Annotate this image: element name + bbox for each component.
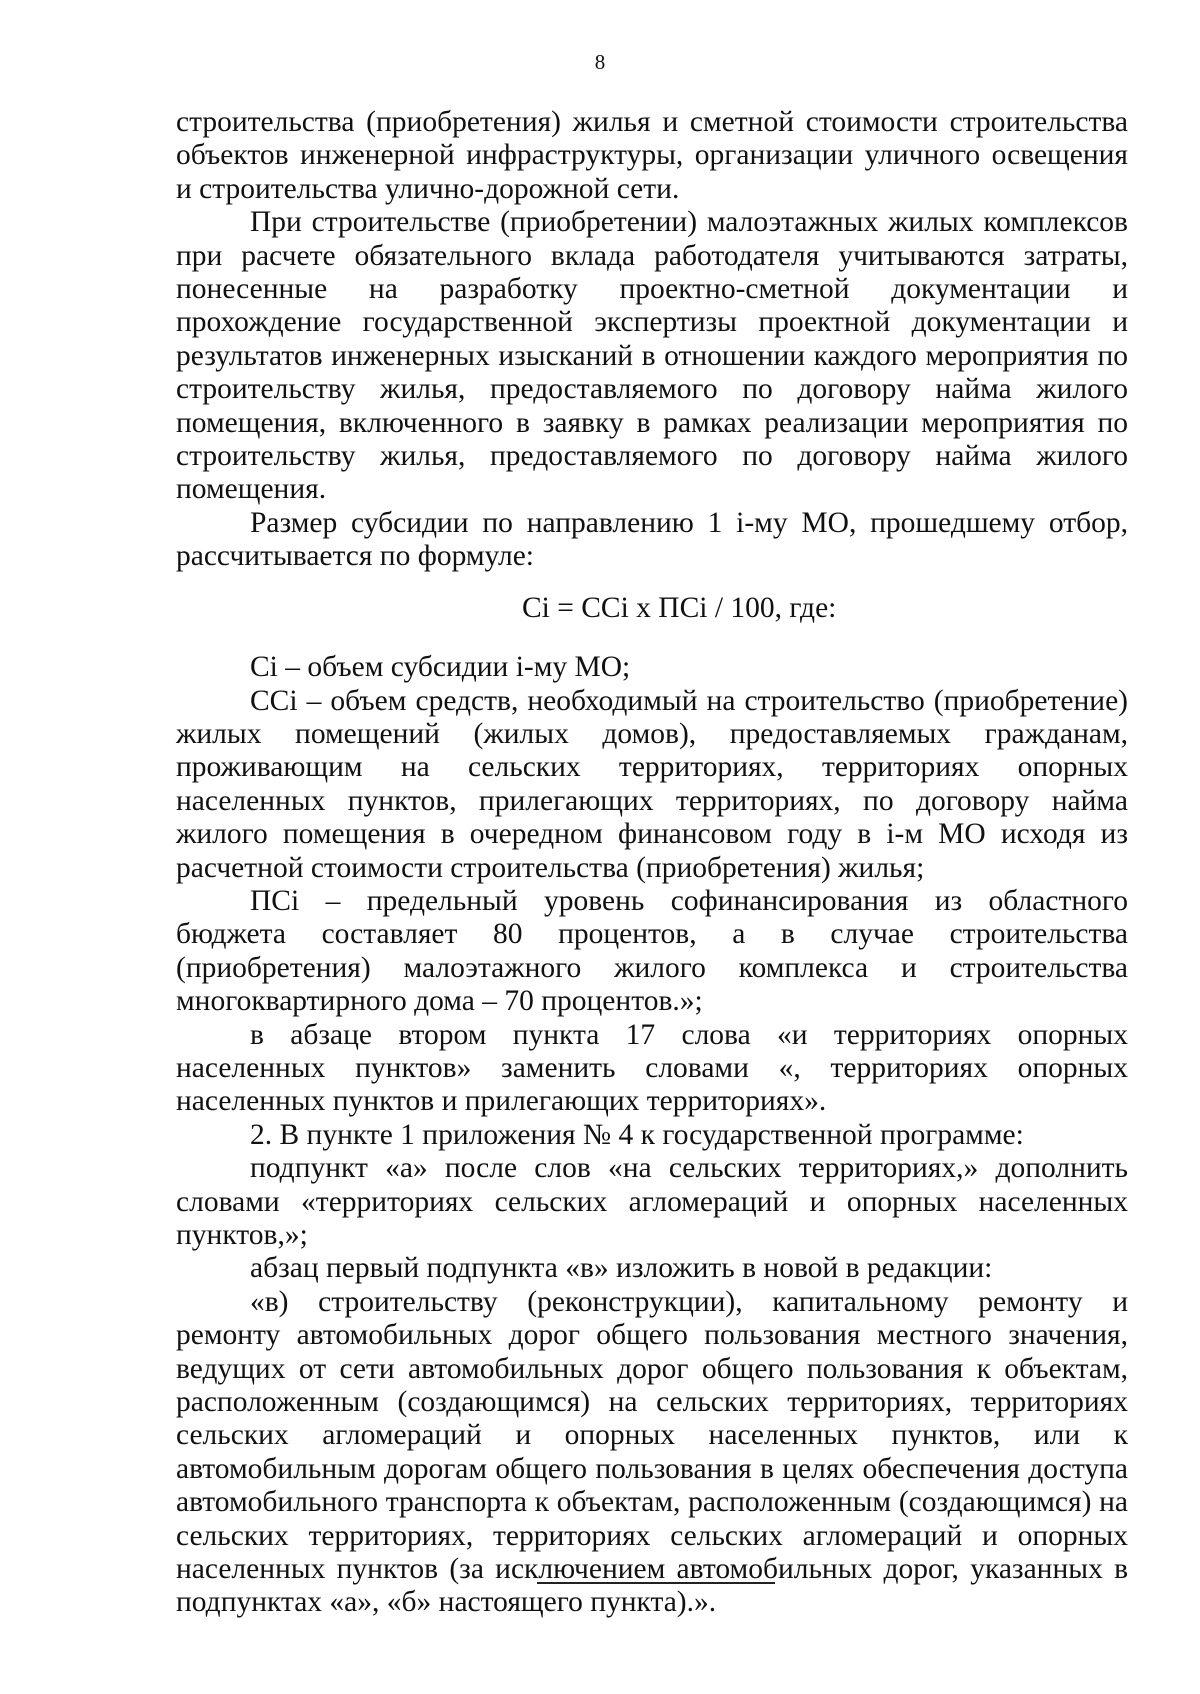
page-number: 8 xyxy=(594,50,606,74)
paragraph-appendix-4: 2. В пункте 1 приложения № 4 к государственной программе: xyxy=(250,1118,1024,1151)
definition-pci: ПCi – предельный уровень софинансирования из областного бюджета составляет 80 процентов, а в случае строительства (приобретения) малоэтажного жилого комплекса и строительства многоквартирного дома – 70 процентов.»; xyxy=(176,884,1128,1018)
paragraph-subsidy-size: Размер субсидии по направлению 1 i-му МО, прошедшему отбор, рассчитывается по формуле: xyxy=(176,506,1128,573)
subsidy-formula: Ci = CCi x ПCi / 100, где: xyxy=(522,591,837,624)
paragraph-subpoint-v-text: «в) строительству (реконструкции), капитальному ремонту и ремонту автомобильных дорог общего пользования местного значения, ведущих от сети автомобильных дорог общего пользования к объектам, расположенным (создающимся) на сельских территориях, территориях сельских агломераций и опорных населенных пунктов, или к автомобильным дорогам общего пользования в целях обеспечения доступа автомобильного транспорта к объектам, расположенным (создающимся) на сельских территориях, территориях сельских агломераций и опорных населенных пунктов (за исключением автомобильных дорог, указанных в подпунктах «а», «б» настоящего пункта).». xyxy=(176,1285,1128,1619)
paragraph-subpoint-a: подпункт «а» после слов «на сельских территориях,» дополнить словами «территориях сельских агломераций и опорных населенных пунктов,»; xyxy=(176,1152,1128,1251)
paragraph-subpoint-v-intro: абзац первый подпункта «в» изложить в новой в редакции: xyxy=(250,1252,993,1285)
paragraph-continuation: строительства (приобретения) жилья и сметной стоимости строительства объектов инженерной инфраструктуры, организации уличного освещения и строительства улично-дорожной сети. xyxy=(176,106,1128,205)
document-body xyxy=(176,106,1128,1620)
paragraph-construction-costs: При строительстве (приобретении) малоэтажных жилых комплексов при расчете обязательного вклада работодателя учитываются затраты, понесенные на разработку проектно-сметной документации и прохождение государственной экспертизы проектной документации и результатов инженерных изысканий в отношении каждого мероприятия по строительству жилья, предоставляемого по договору найма жилого помещения, включенного в заявку в рамках реализации мероприятия по строительству жилья, предоставляемого по договору найма жилого помещения. xyxy=(176,206,1128,506)
end-rule-divider xyxy=(537,1582,775,1584)
paragraph-point-17: в абзаце втором пункта 17 слова «и территориях опорных населенных пунктов» заменить словами «, территориях опорных населенных пунктов и прилегающих территориях». xyxy=(176,1018,1128,1118)
definition-ci: Ci – объем субсидии i-му МО; xyxy=(250,651,631,684)
definition-cci: CCi – объем средств, необходимый на строительство (приобретение) жилых помещений (жилых домов), предоставляемых гражданам, проживающим на сельских территориях, территориях опорных населенных пунктов, прилегающих территориях, по договору найма жилого помещения в очередном финансовом году в i-м МО исходя из расчетной стоимости строительства (приобретения) жилья; xyxy=(176,684,1128,884)
